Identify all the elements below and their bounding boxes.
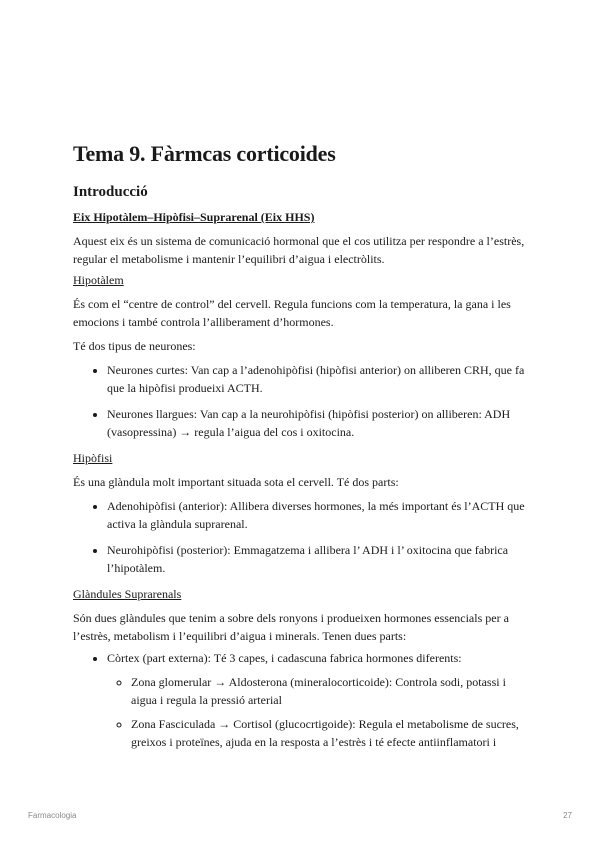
list-adrenal-parts: [73, 649, 528, 751]
page-title: Tema 9. Fàrmcas corticoides: [73, 141, 336, 166]
paragraph-hypothalamus: És com el “centre de control” del cervell. Regula funcions com la temperatura, la gana i les emocions i també controla l’alliberament d’hormones.: [73, 297, 511, 329]
paragraph-axis: Aquest eix és un sistema de comunicació hormonal que el cos utilitza per respondre a l’estrès, regular el metabolisme i mantenir l’equilibri d’aigua i electròlits.: [73, 234, 525, 266]
paragraph-neuron-types: Té dos tipus de neurones:: [73, 339, 196, 353]
list-item: • Neurones curtes: Van cap a l’adenohipòfisi (hipòfisi anterior) on alliberen CRH, que fa que la hipòfisi produeixi ACTH.: [107, 361, 528, 397]
list-item: ◦ Zona glomerular → Aldosterona (mineralocorticoide): Controla sodi, potassi i aigua i regula la pressió arterial: [131, 673, 528, 709]
list-item: ◦ Zona Fasciculada → Cortisol (glucocrtigoide): Regula el metabolisme de sucres, greixos i proteïnes, ajuda en la resposta a l’estrès i té efecte antiinflamatori i: [131, 715, 528, 751]
paragraph-pituitary: És una glàndula molt important situada sota el cervell. Té dos parts:: [73, 475, 399, 489]
list-pituitary-parts: [73, 497, 528, 577]
subheading-pituitary: Hipòfisi: [73, 451, 113, 465]
subheading-axis: Eix Hipotàlem–Hipòfisi–Suprarenal (Eix HHS): [73, 210, 315, 224]
document-page: [73, 140, 528, 759]
footer-page-number: 27: [563, 811, 572, 820]
subheading-hypothalamus: Hipotàlem: [73, 273, 124, 287]
list-item: • Neurohipòfisi (posterior): Emmagatzema i allibera l’ ADH i l’ oxitocina que fabrica l’hipotàlem.: [107, 541, 528, 577]
paragraph-adrenal: Són dues glàndules que tenim a sobre dels ronyons i produeixen hormones essencials per a l’estrès, metabolism i l’equilibri d’aigua i minerals. Tenen dues parts:: [73, 611, 509, 643]
list-item: • Neurones llargues: Van cap a la neurohipòfisi (hipòfisi posterior) on alliberen: ADH (vasopressina) → regula l’aigua del cos i oxitocina.: [107, 405, 528, 441]
list-item: • Adenohipòfisi (anterior): Allibera diverses hormones, la més important és l’ACTH que activa la glàndula suprarenal.: [107, 497, 528, 533]
section-heading-introduction: Introducció: [73, 184, 148, 200]
list-cortex-zones: [107, 673, 528, 751]
subheading-adrenal: Glàndules Suprarenals: [73, 587, 182, 601]
list-item-cortex: [107, 649, 528, 751]
footer-subject: Farmacologia: [28, 811, 77, 820]
cortex-text: Còrtex (part externa): Té 3 capes, i cadascuna fabrica hormones diferents:: [107, 651, 462, 665]
list-neurons: [73, 361, 528, 441]
